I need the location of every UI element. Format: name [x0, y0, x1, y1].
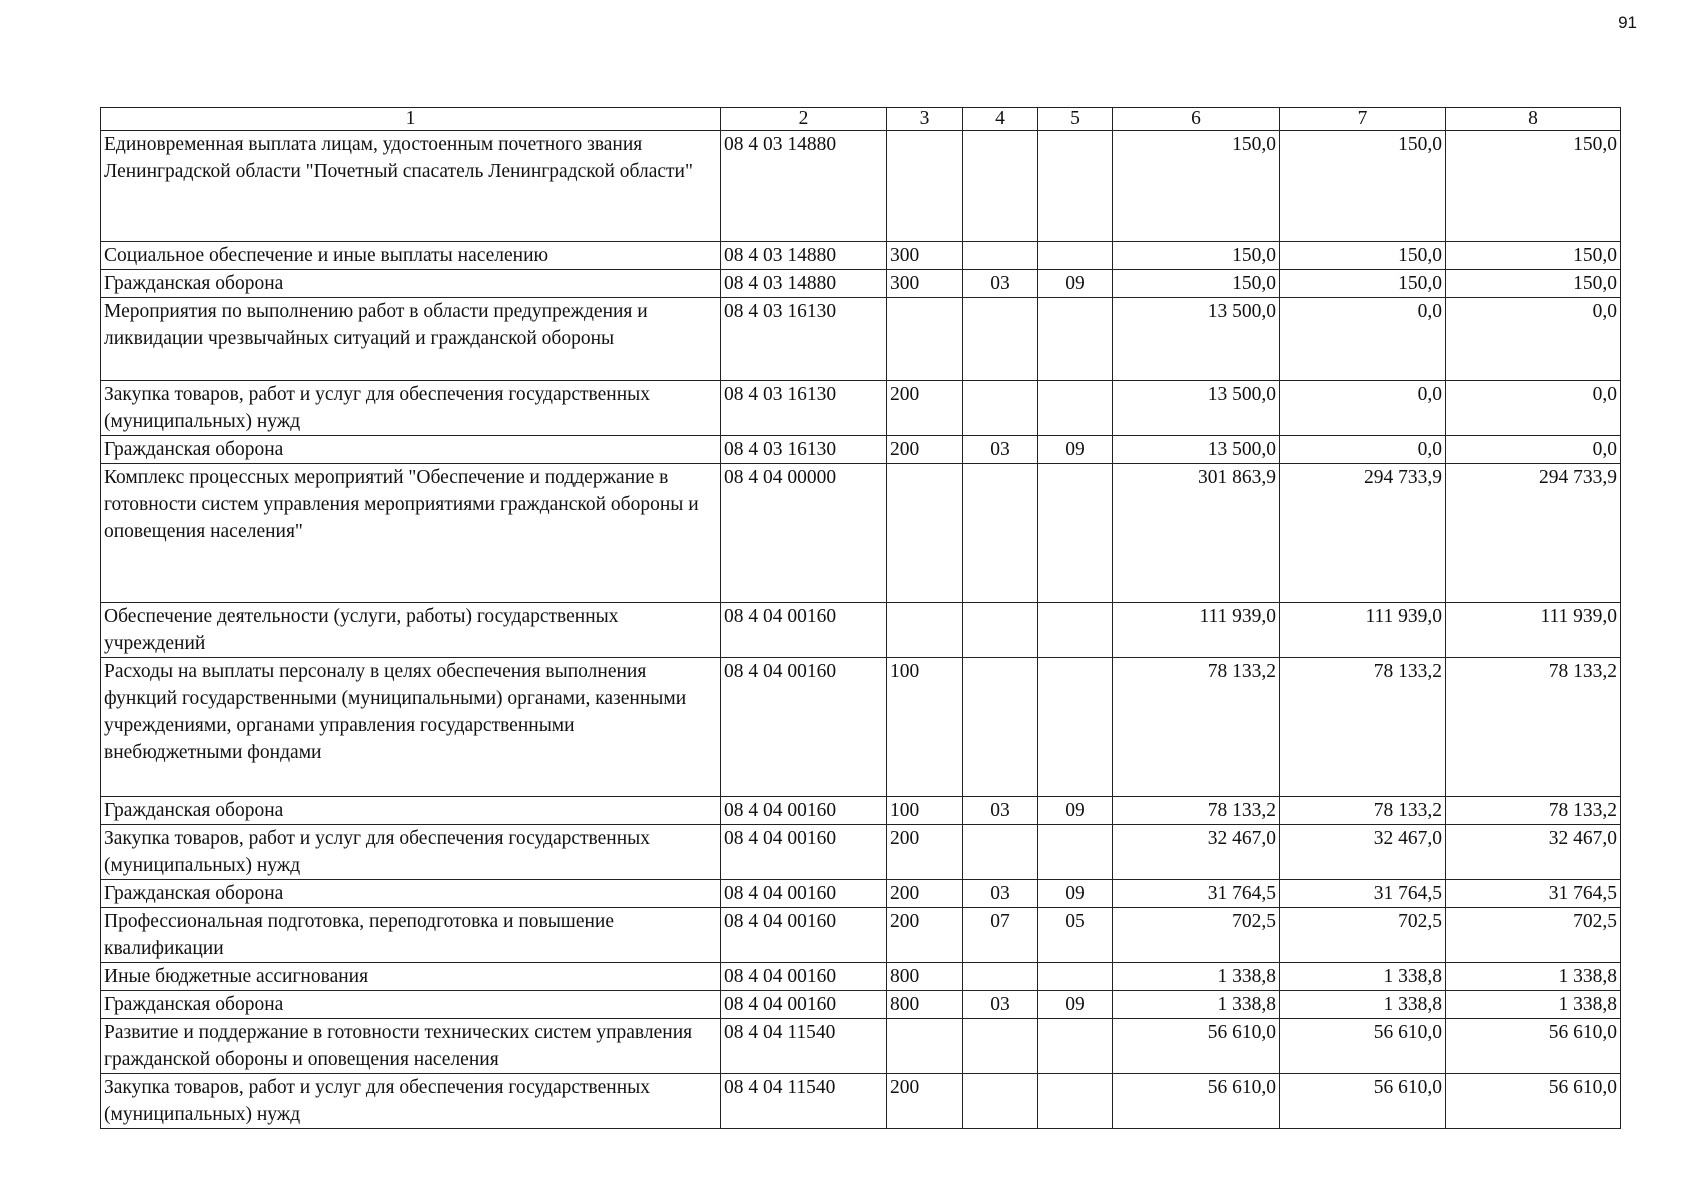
row-pr — [1038, 963, 1113, 991]
row-name: Комплекс процессных мероприятий "Обеспечение и поддержание в готовности систем управления мероприятиями гражданской обороны и оповещения населения" — [101, 464, 721, 603]
row-code: 08 4 04 00160 — [721, 603, 887, 658]
row-col7: 78 133,2 — [1280, 797, 1446, 825]
row-rz — [963, 464, 1038, 603]
row-rz: 03 — [963, 797, 1038, 825]
row-rz: 03 — [963, 436, 1038, 464]
row-col8: 1 338,8 — [1446, 991, 1621, 1019]
row-vr — [887, 298, 963, 381]
table-row — [101, 991, 1621, 1019]
row-code: 08 4 03 14880 — [721, 242, 887, 270]
row-rz — [963, 603, 1038, 658]
row-col8: 31 764,5 — [1446, 880, 1621, 908]
row-vr: 100 — [887, 797, 963, 825]
row-col6: 13 500,0 — [1113, 298, 1280, 381]
row-vr — [887, 464, 963, 603]
row-col7: 150,0 — [1280, 242, 1446, 270]
row-name: Гражданская оборона — [101, 991, 721, 1019]
header-col-1: 1 — [101, 108, 721, 131]
row-pr: 09 — [1038, 880, 1113, 908]
row-col7: 702,5 — [1280, 908, 1446, 963]
row-code: 08 4 04 00160 — [721, 658, 887, 797]
table-row — [101, 270, 1621, 298]
table-row — [101, 381, 1621, 436]
row-col8: 0,0 — [1446, 436, 1621, 464]
row-col7: 294 733,9 — [1280, 464, 1446, 603]
row-col7: 32 467,0 — [1280, 825, 1446, 880]
row-col6: 702,5 — [1113, 908, 1280, 963]
row-pr — [1038, 381, 1113, 436]
row-col7: 56 610,0 — [1280, 1074, 1446, 1129]
row-rz: 03 — [963, 880, 1038, 908]
row-name: Закупка товаров, работ и услуг для обеспечения государственных (муниципальных) нужд — [101, 381, 721, 436]
row-rz: 03 — [963, 270, 1038, 298]
row-rz: 07 — [963, 908, 1038, 963]
row-col8: 111 939,0 — [1446, 603, 1621, 658]
row-code: 08 4 04 00160 — [721, 963, 887, 991]
header-col-4: 4 — [963, 108, 1038, 131]
table-row — [101, 1019, 1621, 1074]
row-col8: 0,0 — [1446, 381, 1621, 436]
row-pr — [1038, 464, 1113, 603]
row-col7: 150,0 — [1280, 131, 1446, 242]
row-col6: 31 764,5 — [1113, 880, 1280, 908]
row-col8: 1 338,8 — [1446, 963, 1621, 991]
table-row — [101, 908, 1621, 963]
row-rz — [963, 381, 1038, 436]
row-name: Гражданская оборона — [101, 270, 721, 298]
row-col8: 150,0 — [1446, 270, 1621, 298]
row-col8: 78 133,2 — [1446, 797, 1621, 825]
row-pr — [1038, 298, 1113, 381]
header-col-3: 3 — [887, 108, 963, 131]
row-col7: 0,0 — [1280, 381, 1446, 436]
row-code: 08 4 04 11540 — [721, 1019, 887, 1074]
row-pr — [1038, 658, 1113, 797]
row-vr: 800 — [887, 991, 963, 1019]
row-vr: 200 — [887, 381, 963, 436]
header-col-2: 2 — [721, 108, 887, 131]
row-code: 08 4 03 16130 — [721, 381, 887, 436]
table-row — [101, 464, 1621, 603]
row-rz — [963, 963, 1038, 991]
table-row — [101, 825, 1621, 880]
row-rz — [963, 131, 1038, 242]
row-name: Закупка товаров, работ и услуг для обеспечения государственных (муниципальных) нужд — [101, 825, 721, 880]
row-col8: 0,0 — [1446, 298, 1621, 381]
table-row — [101, 797, 1621, 825]
row-col6: 150,0 — [1113, 270, 1280, 298]
row-rz — [963, 242, 1038, 270]
row-rz — [963, 1019, 1038, 1074]
row-vr: 200 — [887, 908, 963, 963]
row-name: Гражданская оборона — [101, 797, 721, 825]
row-vr — [887, 1019, 963, 1074]
row-col6: 78 133,2 — [1113, 658, 1280, 797]
row-name: Единовременная выплата лицам, удостоенным почетного звания Ленинградской области "Почетный спасатель Ленинградской области" — [101, 131, 721, 242]
row-col7: 78 133,2 — [1280, 658, 1446, 797]
row-pr: 09 — [1038, 991, 1113, 1019]
table-row — [101, 880, 1621, 908]
row-code: 08 4 03 16130 — [721, 298, 887, 381]
row-code: 08 4 04 00000 — [721, 464, 887, 603]
row-code: 08 4 03 14880 — [721, 270, 887, 298]
row-vr — [887, 603, 963, 658]
row-rz — [963, 658, 1038, 797]
header-col-8: 8 — [1446, 108, 1621, 131]
row-col8: 294 733,9 — [1446, 464, 1621, 603]
row-col7: 56 610,0 — [1280, 1019, 1446, 1074]
row-col6: 78 133,2 — [1113, 797, 1280, 825]
row-col8: 702,5 — [1446, 908, 1621, 963]
row-col7: 1 338,8 — [1280, 991, 1446, 1019]
page-number: 91 — [1618, 13, 1637, 32]
row-col6: 111 939,0 — [1113, 603, 1280, 658]
row-name: Гражданская оборона — [101, 436, 721, 464]
row-name: Закупка товаров, работ и услуг для обеспечения государственных (муниципальных) нужд — [101, 1074, 721, 1129]
row-name: Профессиональная подготовка, переподготовка и повышение квалификации — [101, 908, 721, 963]
row-name: Гражданская оборона — [101, 880, 721, 908]
row-col8: 32 467,0 — [1446, 825, 1621, 880]
row-pr — [1038, 242, 1113, 270]
row-pr: 09 — [1038, 797, 1113, 825]
row-col6: 13 500,0 — [1113, 381, 1280, 436]
table-row — [101, 1074, 1621, 1129]
budget-table — [100, 107, 1621, 1129]
table-row — [101, 963, 1621, 991]
row-pr — [1038, 1019, 1113, 1074]
row-pr — [1038, 825, 1113, 880]
header-col-7: 7 — [1280, 108, 1446, 131]
header-col-5: 5 — [1038, 108, 1113, 131]
row-col8: 78 133,2 — [1446, 658, 1621, 797]
row-rz — [963, 825, 1038, 880]
row-vr: 300 — [887, 270, 963, 298]
row-col6: 150,0 — [1113, 131, 1280, 242]
table-row — [101, 131, 1621, 242]
table-row — [101, 298, 1621, 381]
row-code: 08 4 04 00160 — [721, 991, 887, 1019]
header-col-6: 6 — [1113, 108, 1280, 131]
row-code: 08 4 04 11540 — [721, 1074, 887, 1129]
row-col6: 13 500,0 — [1113, 436, 1280, 464]
header-row — [101, 108, 1621, 131]
row-col7: 0,0 — [1280, 436, 1446, 464]
table-row — [101, 658, 1621, 797]
row-col6: 301 863,9 — [1113, 464, 1280, 603]
row-name: Развитие и поддержание в готовности технических систем управления гражданской обороны и оповещения населения — [101, 1019, 721, 1074]
row-code: 08 4 04 00160 — [721, 880, 887, 908]
row-name: Обеспечение деятельности (услуги, работы) государственных учреждений — [101, 603, 721, 658]
row-code: 08 4 03 16130 — [721, 436, 887, 464]
row-name: Расходы на выплаты персоналу в целях обеспечения выполнения функций государственными (муниципальными) органами, казенными учреждениями, органами управления государственными внебюджетными фондами — [101, 658, 721, 797]
row-pr: 09 — [1038, 436, 1113, 464]
row-name: Мероприятия по выполнению работ в области предупреждения и ликвидации чрезвычайных ситуаций и гражданской обороны — [101, 298, 721, 381]
row-col6: 150,0 — [1113, 242, 1280, 270]
row-vr: 100 — [887, 658, 963, 797]
row-name: Иные бюджетные ассигнования — [101, 963, 721, 991]
row-col8: 150,0 — [1446, 242, 1621, 270]
row-pr — [1038, 1074, 1113, 1129]
row-col8: 56 610,0 — [1446, 1074, 1621, 1129]
row-pr — [1038, 131, 1113, 242]
row-col6: 32 467,0 — [1113, 825, 1280, 880]
row-col7: 150,0 — [1280, 270, 1446, 298]
row-rz: 03 — [963, 991, 1038, 1019]
row-code: 08 4 04 00160 — [721, 797, 887, 825]
row-pr: 05 — [1038, 908, 1113, 963]
row-col8: 56 610,0 — [1446, 1019, 1621, 1074]
row-col7: 111 939,0 — [1280, 603, 1446, 658]
table-row — [101, 436, 1621, 464]
row-rz — [963, 298, 1038, 381]
row-vr: 200 — [887, 880, 963, 908]
row-pr — [1038, 603, 1113, 658]
row-code: 08 4 04 00160 — [721, 908, 887, 963]
row-pr: 09 — [1038, 270, 1113, 298]
row-vr: 200 — [887, 825, 963, 880]
row-col8: 150,0 — [1446, 131, 1621, 242]
row-code: 08 4 04 00160 — [721, 825, 887, 880]
row-col6: 56 610,0 — [1113, 1019, 1280, 1074]
row-code: 08 4 03 14880 — [721, 131, 887, 242]
row-col7: 0,0 — [1280, 298, 1446, 381]
table-row — [101, 603, 1621, 658]
row-col6: 1 338,8 — [1113, 991, 1280, 1019]
row-vr: 200 — [887, 436, 963, 464]
row-vr: 800 — [887, 963, 963, 991]
row-col6: 1 338,8 — [1113, 963, 1280, 991]
row-vr — [887, 131, 963, 242]
row-col7: 31 764,5 — [1280, 880, 1446, 908]
row-col7: 1 338,8 — [1280, 963, 1446, 991]
row-col6: 56 610,0 — [1113, 1074, 1280, 1129]
row-name: Социальное обеспечение и иные выплаты населению — [101, 242, 721, 270]
row-rz — [963, 1074, 1038, 1129]
row-vr: 300 — [887, 242, 963, 270]
row-vr: 200 — [887, 1074, 963, 1129]
table-row — [101, 242, 1621, 270]
